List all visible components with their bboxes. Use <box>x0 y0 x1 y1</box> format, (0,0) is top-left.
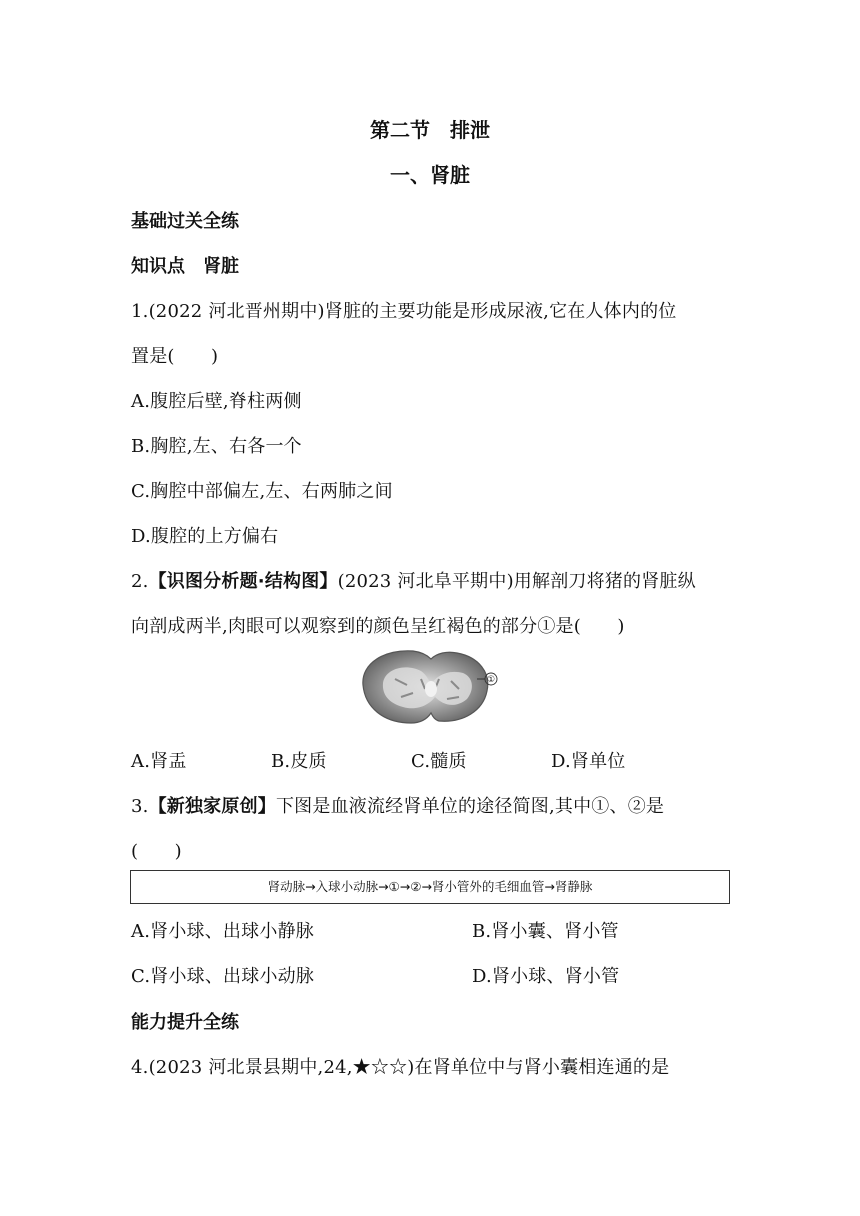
question-3-tag: 【新独家原创】 <box>148 796 276 817</box>
question-3-line-2: ( ) <box>131 841 182 862</box>
kidney-pelvis <box>425 681 437 697</box>
knowledge-point-heading: 知识点 肾脏 <box>131 256 239 277</box>
figure-label-1: ① <box>486 675 496 685</box>
question-1-option-d: D.腹腔的上方偏右 <box>131 526 279 547</box>
question-3-number: 3. <box>131 796 149 817</box>
question-3-option-c: C.肾小球、出球小动脉 <box>131 966 315 987</box>
question-3-option-d: D.肾小球、肾小管 <box>472 966 620 987</box>
blood-flow-diagram-box: 肾动脉→入球小动脉→①→②→肾小管外的毛细血管→肾静脉 <box>130 870 730 904</box>
question-2-stem-start: (2023 河北阜平期中)用解剖刀将猪的肾脏纵 <box>337 571 696 592</box>
question-2-line-1 <box>131 567 696 593</box>
kidney-section-figure <box>355 645 505 727</box>
question-2-option-d: D.肾单位 <box>551 751 626 772</box>
question-3-line-1 <box>131 792 664 818</box>
question-1-option-b: B.胸腔,左、右各一个 <box>131 436 302 457</box>
question-2-option-b: B.皮质 <box>271 751 327 772</box>
question-2-number: 2. <box>131 571 149 592</box>
question-2-tag: 【识图分析题·结构图】 <box>148 571 338 592</box>
question-3-option-b: B.肾小囊、肾小管 <box>472 921 619 942</box>
part-heading-advanced: 能力提升全练 <box>131 1012 239 1033</box>
question-4-line-1: 4.(2023 河北景县期中,24,★☆☆)在肾单位中与肾小囊相连通的是 <box>131 1057 670 1078</box>
section-title: 第二节 排泄 <box>370 118 490 142</box>
question-3-option-a: A.肾小球、出球小静脉 <box>131 921 314 942</box>
question-1-option-c: C.胸腔中部偏左,左、右两肺之间 <box>131 481 393 502</box>
question-2-option-c: C.髓质 <box>411 751 467 772</box>
part-heading-basic: 基础过关全练 <box>131 211 239 232</box>
question-1-option-a: A.腹腔后壁,脊柱两侧 <box>131 391 302 412</box>
subsection-title: 一、肾脏 <box>390 163 470 187</box>
question-1-line-1: 1.(2022 河北晋州期中)肾脏的主要功能是形成尿液,它在人体内的位 <box>131 301 677 322</box>
question-3-stem-start: 下图是血液流经肾单位的途径简图,其中①、②是 <box>275 796 665 817</box>
question-2-line-2: 向剖成两半,肉眼可以观察到的颜色呈红褐色的部分①是( ) <box>131 616 625 637</box>
question-1-line-2: 置是( ) <box>131 346 219 367</box>
question-2-option-a: A.肾盂 <box>131 751 187 772</box>
